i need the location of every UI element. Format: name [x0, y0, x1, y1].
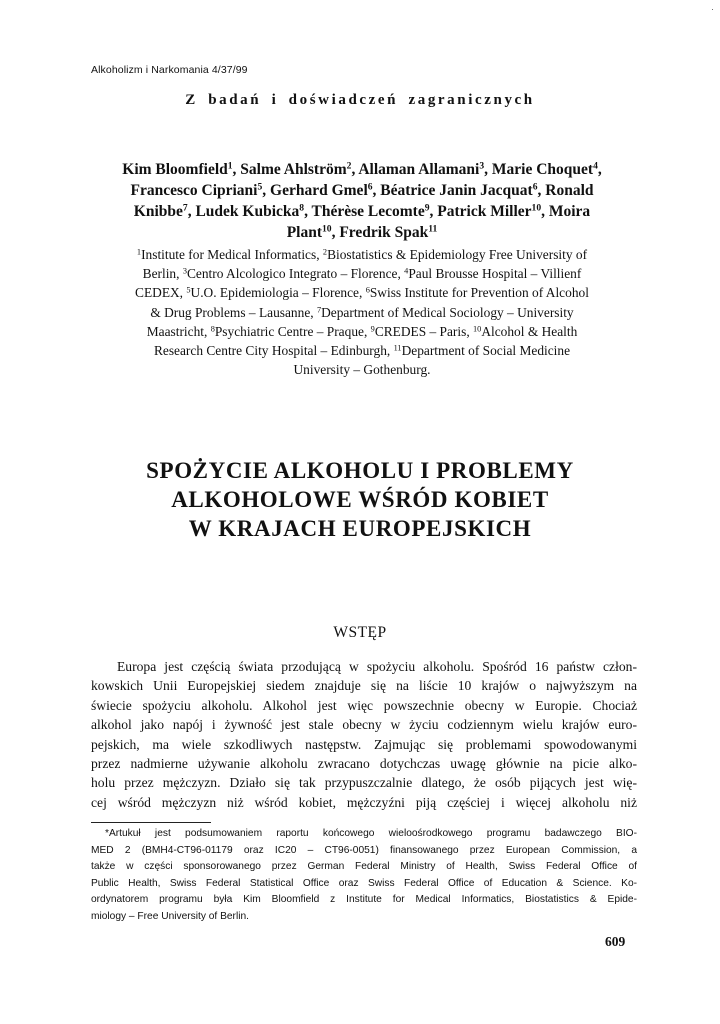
- superscript-marker: 9: [424, 202, 430, 214]
- superscript-marker: 6: [365, 285, 370, 295]
- text-run: CEDEX,: [135, 285, 187, 301]
- text-run: Alcohol & Health: [481, 323, 578, 339]
- superscript-marker: 5: [186, 285, 191, 295]
- body-line: świecie spożyciu alkoholu. Alkohol jest więc powszechnie obecny w Europie. Chociaż: [91, 697, 637, 713]
- affiliation-line: [88, 341, 636, 360]
- section-heading: Z badań i doświadczeń zagranicznych: [185, 92, 535, 108]
- footnote-line: MED 2 (BMH4-CT96-01179 oraz IC20 – CT96-0051) finansowanego przez European Commission, a: [91, 844, 637, 856]
- author-line: [88, 159, 636, 180]
- body-line: cej wśród mężczyzn niż wśród kobiet, mężczyźni piją częściej i więcej alkoholu niż: [91, 794, 637, 810]
- text-run: , Ronald: [537, 182, 594, 199]
- text-run: Biostatistics & Epidemiology Free University of: [327, 247, 588, 262]
- text-run: Department of Social Medicine: [401, 343, 571, 359]
- superscript-marker: 1: [136, 247, 142, 257]
- superscript-marker: 7: [316, 305, 322, 315]
- article-title: [0, 456, 720, 543]
- title-line: SPOŻYCIE ALKOHOLU I PROBLEMY: [146, 458, 574, 483]
- text-run: CREDES – Paris,: [374, 323, 474, 339]
- text-run: Research Centre City Hospital – Edinburgh,: [153, 343, 394, 359]
- page-number: 609: [605, 934, 626, 949]
- text-run: Berlin,: [142, 266, 183, 282]
- superscript-marker: 2: [322, 247, 328, 257]
- superscript-marker: 6: [532, 181, 538, 193]
- author-line: [88, 201, 636, 222]
- superscript-marker: 10: [322, 223, 332, 235]
- body-line: Europa jest częścią świata przodującą w spożyciu alkoholu. Spośród 16 państw człon-: [117, 659, 637, 674]
- text-run: , Ludek Kubicka: [187, 203, 300, 220]
- text-run: University – Gothenburg.: [293, 362, 431, 378]
- text-run: Institute for Medical Informatics,: [141, 247, 323, 262]
- affiliation-line: [88, 283, 636, 302]
- text-run: , Thérèse Lecomte: [304, 203, 425, 220]
- superscript-marker: 9: [370, 324, 375, 334]
- title-line: ALKOHOLOWE WŚRÓD KOBIET: [171, 487, 549, 512]
- text-run: , Patrick Miller: [429, 203, 532, 220]
- text-run: Paul Brousse Hospital – Villienf: [408, 266, 582, 282]
- text-run: , Allaman Allamani: [351, 161, 480, 178]
- superscript-marker: 3: [479, 160, 485, 172]
- running-head: Alkoholizm i Narkomania 4/37/99: [91, 64, 248, 76]
- superscript-marker: 8: [210, 324, 215, 334]
- title-line: W KRAJACH EUROPEJSKICH: [188, 516, 532, 541]
- section-subheading: WSTĘP: [333, 624, 387, 641]
- affiliation-line: [88, 264, 636, 283]
- text-run: Knibbe: [133, 203, 183, 220]
- affiliation-line: [88, 322, 636, 341]
- superscript-marker: 7: [182, 202, 188, 214]
- text-run: Kim Bloomfield: [122, 161, 228, 178]
- footnote-line: *Artukuł jest podsumowaniem raportu końcowego wieloośrodkowego programu badawczego BIO-: [105, 828, 637, 839]
- body-text: [91, 657, 637, 812]
- body-line: przez nadmierne używanie alkoholu zwracano dotychczas uwagę głównie na picie alko-: [91, 756, 637, 772]
- text-run: & Drug Problems – Lausanne,: [150, 304, 317, 320]
- affiliation-line: [88, 245, 636, 264]
- text-run: U.O. Epidemiologia – Florence,: [190, 285, 366, 301]
- text-run: , Gerhard Gmel: [262, 182, 368, 199]
- superscript-marker: 10: [531, 202, 542, 214]
- footnote-rule: [91, 822, 211, 823]
- superscript-marker: 8: [299, 202, 305, 214]
- superscript-marker: 10: [473, 324, 482, 334]
- text-run: Centro Alcologico Integrato – Florence,: [186, 266, 405, 282]
- text-run: Swiss Institute for Prevention of Alcohol: [369, 285, 589, 301]
- superscript-marker: 6: [367, 181, 373, 193]
- footnote: [91, 826, 637, 926]
- scan-margin-mark: ·: [711, 4, 714, 14]
- text-run: , Béatrice Janin Jacquat: [372, 182, 533, 199]
- footnote-line: Public Health, Swiss Federal Statistical Office oraz Swiss Federal Office of Education & Science. Ko-: [91, 877, 637, 889]
- text-run: , Fredrik Spak: [331, 224, 429, 241]
- superscript-marker: 5: [257, 181, 263, 193]
- superscript-marker: 11: [393, 343, 402, 353]
- text-run: Francesco Cipriani: [130, 182, 258, 199]
- superscript-marker: 4: [404, 266, 409, 276]
- text-run: , Salme Ahlström: [232, 161, 347, 178]
- superscript-marker: 3: [182, 266, 187, 276]
- author-list: [88, 159, 636, 243]
- text-run: Psychiatric Centre – Praque,: [214, 323, 371, 339]
- author-line: [88, 180, 636, 201]
- body-line: holu przez mężczyzn. Działo się tak przypuszczalnie dlatego, że osób pijących jest wię-: [91, 775, 637, 791]
- superscript-marker: 1: [227, 160, 233, 172]
- body-line: alkohol jako napój i żywność jest stale obecny w życiu codziennym wielu krajów euro-: [91, 717, 637, 733]
- text-run: Plant: [286, 224, 322, 241]
- footnote-line: miology – Free University of Berlin.: [91, 910, 249, 922]
- superscript-marker: 4: [593, 160, 598, 172]
- footnote-line: ordynatorem programu była Kim Bloomfield z Institute for Medical Informatics, Biostatistics & Epide-: [91, 894, 637, 906]
- text-run: ,: [597, 161, 602, 178]
- text-run: Maastricht,: [146, 323, 211, 339]
- author-line: [88, 222, 636, 243]
- superscript-marker: 11: [428, 223, 438, 235]
- text-run: Department of Medical Sociology – University: [321, 304, 574, 320]
- body-line: pejskich, ma wiele szkodliwych następstw. Zajmując się problemami spowodowanymi: [91, 736, 637, 752]
- affiliation-line: [88, 303, 636, 322]
- text-run: , Moira: [541, 203, 591, 220]
- affiliation-line: [88, 360, 636, 379]
- affiliation-list: [88, 245, 636, 379]
- superscript-marker: 2: [346, 160, 352, 172]
- footnote-line: także w części sponsorowanego przez German Federal Ministry of Health, Swiss Federal Office of: [91, 861, 637, 873]
- body-line: kowskich Unii Europejskiej siedem znajduje się na liście 10 krajów o najwyższym na: [91, 678, 637, 694]
- text-run: , Marie Choquet: [484, 161, 594, 178]
